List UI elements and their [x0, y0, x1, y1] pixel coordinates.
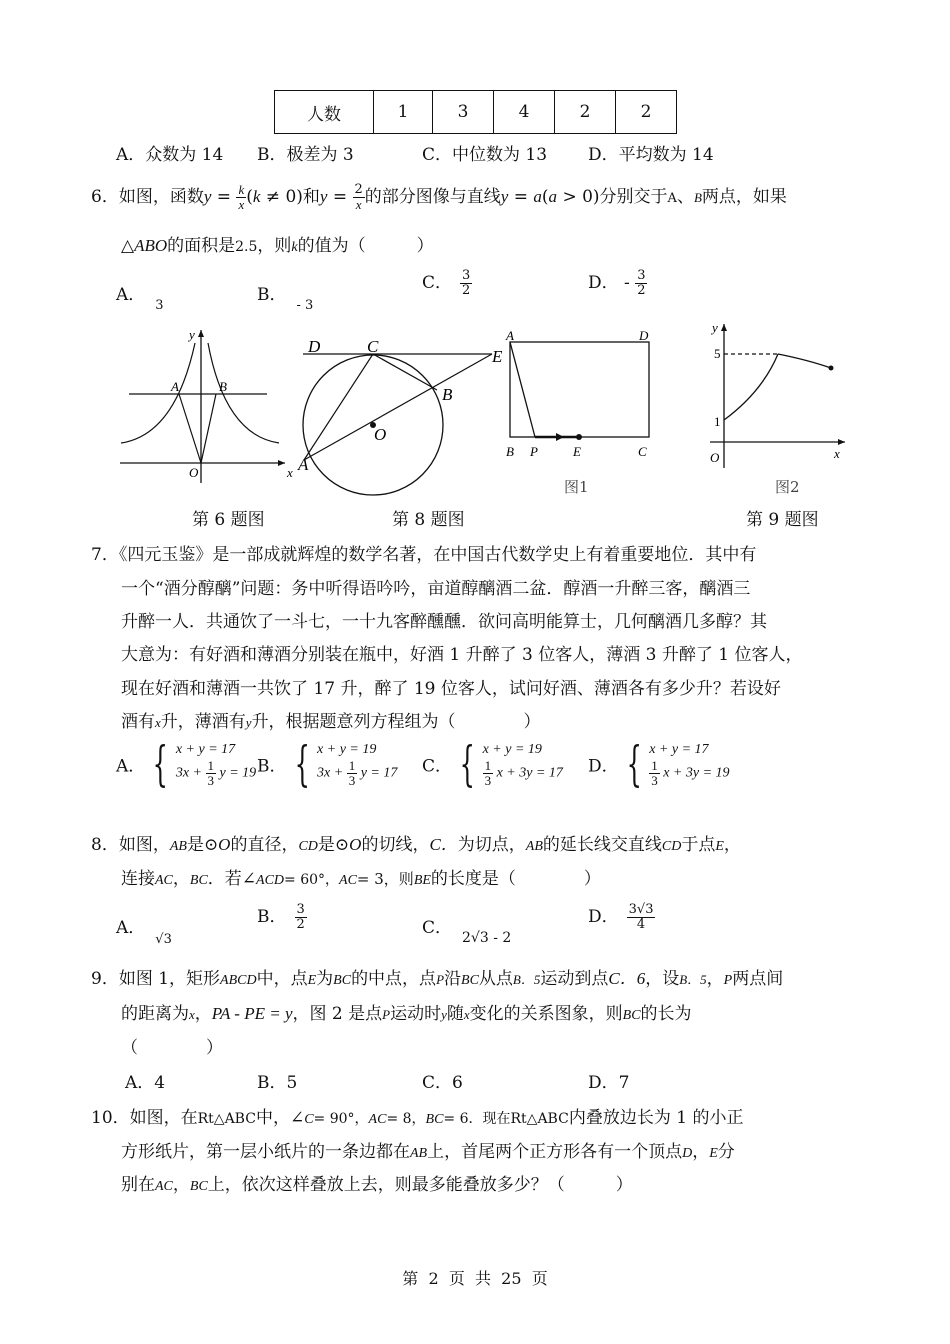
svg-text:C: C	[638, 444, 647, 459]
q5-option-b: B．极差为 3	[257, 145, 354, 165]
q7-option-d: D． { x + y = 17 $\frac{1}{3}$ x + 3y = 19	[588, 736, 730, 792]
svg-text:A: A	[298, 455, 309, 474]
q10-line3: 别在AC，BC上，依次这样叠放上去，则最多能叠放多少？（ ）	[121, 1175, 633, 1195]
figure-8	[296, 330, 511, 500]
q7-line6: 酒有x升，薄酒有y升，根据题意列方程组为（ ）	[121, 712, 541, 732]
q7-line1: 7．《四元玉鉴》是一部成就辉煌的数学名著，在中国古代数学史上有着重要地位．其中有	[91, 545, 757, 565]
q6-line1: 6．如图，函数y = $\frac{k}{x}$ (k ≠ 0)和y = $\frac{2}{x}$ 的部分图像与直线y = a(a > 0)分别交于A、B两点，如果	[91, 182, 787, 212]
svg-text:x: x	[287, 465, 293, 480]
q7-line3: 升醉一人．共通饮了一斗七，一十九客醉醺醺．欲问高明能算士，几何醨酒几多醇？其	[121, 612, 767, 632]
svg-text:y: y	[712, 320, 718, 335]
table-cell: 2	[555, 91, 616, 134]
q5-option-d: D．平均数为 14	[588, 145, 714, 165]
fig1-caption: 图1	[564, 478, 589, 496]
q7-option-b: B． { x + y = 19 3x + $\frac{1}{3}$ y = 17	[257, 736, 398, 792]
q10-line2: 方形纸片，第一层小纸片的一条边都在AB上，首尾两个正方形各有一个顶点D，E分	[121, 1142, 735, 1162]
q8-option-d: D． $\frac{3√3}{4}$	[588, 902, 654, 932]
q6-option-a: A．$_3$	[116, 285, 164, 313]
svg-text:D: D	[308, 337, 321, 356]
svg-text:1: 1	[714, 414, 721, 429]
table-cell: 2	[616, 91, 677, 134]
q8-option-b: B． $\frac{3}{2}$	[257, 902, 305, 932]
page-footer: 第 2 页 共 25 页	[402, 1269, 548, 1288]
q10-line1: 10．如图，在Rt△ABC中，∠C= 90°，AC= 8，BC= 6．现在Rt△ABC内叠放边长为 1 的小正	[91, 1108, 744, 1128]
caption-q8: 第 8 题图	[392, 510, 465, 530]
svg-text:E: E	[573, 444, 581, 459]
q7-line2: 一个“酒分醇醨”问题：务中听得语吟吟，亩道醇醨酒二盆．醇酒一升醉三客，醨酒三	[121, 579, 751, 599]
figure-6	[115, 325, 293, 485]
q7-line5: 现在好酒和薄酒一共饮了 17 升，醉了 19 位客人，试问好酒、薄酒各有多少升？若设好	[121, 679, 781, 699]
table-cell: 4	[494, 91, 555, 134]
svg-text:B: B	[506, 444, 514, 459]
q6-option-b: B．$_{- 3}$	[257, 285, 314, 313]
q9-line3: （ ）	[121, 1038, 223, 1058]
svg-text:C: C	[367, 337, 379, 356]
figure-9-1	[500, 328, 665, 463]
table-cell: 3	[433, 91, 494, 134]
svg-text:B: B	[442, 385, 453, 404]
table-header: 人数	[275, 91, 374, 134]
caption-q6: 第 6 题图	[192, 510, 265, 530]
data-table	[274, 90, 677, 134]
q9-option-a: A．4	[125, 1073, 166, 1093]
q8-line1: 8．如图，AB是⊙O的直径，CD是⊙O的切线，C．为切点，AB的延长线交直线CD于点E，	[91, 835, 741, 855]
svg-text:D: D	[639, 328, 649, 343]
q9-option-c: C．6	[422, 1073, 463, 1093]
q7-line4: 大意为：有好酒和薄酒分别装在瓶中，好酒 1 升醉了 3 位客人，薄酒 3 升醉了 1 位客人，	[121, 645, 803, 665]
q6-option-d: D． - $\frac{3}{2}$	[588, 268, 646, 298]
svg-text:A: A	[506, 328, 514, 343]
q8-line2: 连接AC，BC．若∠ACD= 60°，AC= 3，则BE的长度是（ ）	[121, 869, 601, 889]
figure-9-2	[700, 318, 850, 468]
q6-line2: △ABO的面积是2.5，则k的值为（ ）	[121, 236, 434, 256]
q7-option-a: A． { x + y = 17 3x + $\frac{1}{3}$ y = 19	[116, 736, 257, 792]
table-cell: 1	[374, 91, 433, 134]
q8-option-a: A．$_{√3}$	[116, 918, 172, 947]
q9-option-b: B．5	[257, 1073, 298, 1093]
q8-option-c: C． $_{2√3 - 2}$	[422, 918, 512, 946]
caption-q9: 第 9 题图	[746, 510, 819, 530]
svg-text:A: A	[171, 379, 179, 394]
svg-text:x: x	[834, 446, 840, 461]
svg-text:5: 5	[714, 346, 721, 361]
q5-option-c: C．中位数为 13	[422, 145, 548, 165]
q9-line1: 9．如图 1，矩形ABCD中，点E为BC的中点，点P沿BC从点B．5运动到点C．6，设B．5，P两点间	[91, 969, 784, 989]
svg-text:B: B	[219, 379, 227, 394]
q7-option-c: C． { x + y = 19 $\frac{1}{3}$ x + 3y = 17	[422, 736, 563, 792]
svg-text:O: O	[374, 425, 387, 444]
fig2-caption: 图2	[775, 478, 800, 496]
svg-text:y: y	[189, 327, 195, 342]
svg-text:O: O	[189, 465, 199, 480]
svg-text:E: E	[492, 347, 503, 366]
q9-line2: 的距离为x，PA - PE = y，图 2 是点P运动时y随x变化的关系图象，则BC的长为	[121, 1004, 692, 1024]
svg-text:O: O	[710, 450, 720, 465]
svg-text:P: P	[530, 444, 538, 459]
q9-option-d: D．7	[588, 1073, 630, 1093]
q5-option-a: A．众数为 14	[116, 145, 224, 165]
q6-option-c: C． $\frac{3}{2}$	[422, 268, 471, 298]
